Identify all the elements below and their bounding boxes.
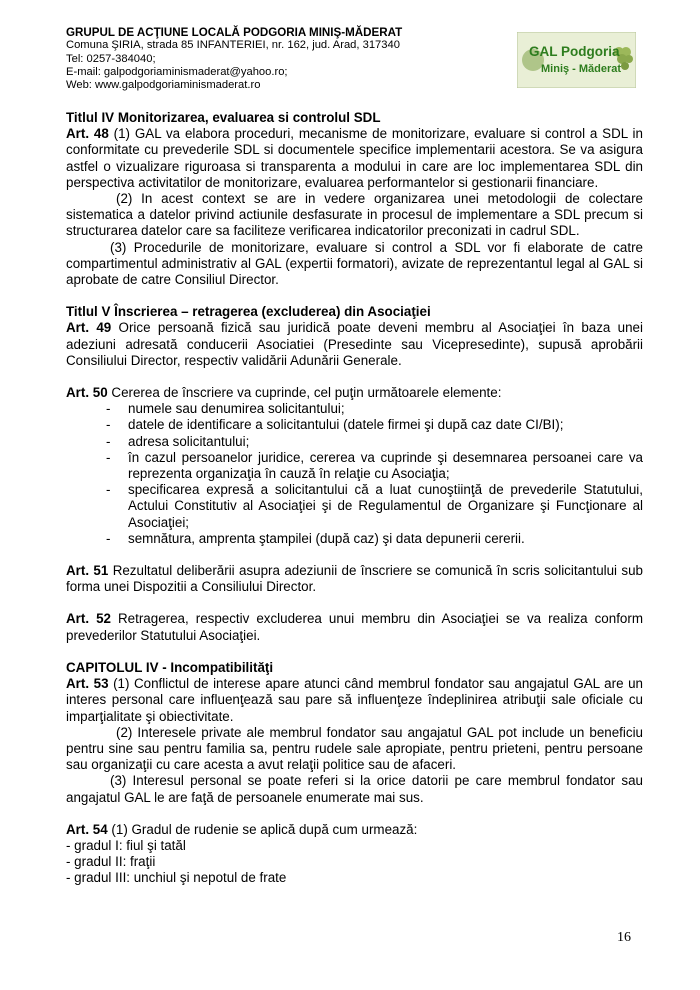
- art-49-text: Orice persoană fizică sau juridică poate deveni membru al Asociaţiei în baza unei adeziuni adresată conducerii Asociatiei (Presedinte sau Vicepresedinte), supusă aprobării Consiliului Director, respectiv validării Adunării Generale.: [66, 320, 643, 368]
- org-name: GRUPUL DE ACŢIUNE LOCALĂ PODGORIA MINIŞ-MĂDERAT: [66, 26, 403, 39]
- list-item: - în cazul persoanelor juridice, cererea va cuprinde şi desemnarea persoanei care va reprezenta organizaţia în cauză în relaţie cu Asociaţia;: [106, 450, 643, 482]
- art-48-p2: (2) In acest context se are in vedere organizarea unei metodologii de colectare sistematica a datelor privind actiunile desfasurate in procesul de implementare a SDL precum si structurarea datelor care sa faciliteze verificarea indicatorilor preconizati in cadrul SDL.: [66, 191, 643, 239]
- art-53-p1: [66, 676, 643, 725]
- art-48-p3: (3) Procedurile de monitorizare, evaluare si control a SDL vor fi elaborate de catre compartimentul administrativ al GAL (expertii formatori), avizate de reprezentantul legal al GAL si aprobate de catre Consiliul Director.: [66, 239, 643, 288]
- art-51: [66, 563, 643, 595]
- page-number: 16: [617, 930, 631, 945]
- list-item: - numele sau denumirea solicitantului;: [106, 401, 643, 417]
- org-address: Comuna ŞIRIA, strada 85 INFANTERIEI, nr. 162, jud. Arad, 317340: [66, 39, 400, 52]
- art-52-label: Art. 52: [66, 611, 111, 627]
- art-52-text: Retragerea, respectiv excluderea unui membru din Asociaţiei se va realiza conform prevederilor Statutului Asociaţiei.: [66, 611, 643, 643]
- art-50: [66, 385, 643, 401]
- art-54-line: - gradul III: unchiul şi nepotul de frate: [66, 870, 287, 886]
- art-50-text: Cererea de înscriere va cuprinde, cel puţin următoarele elemente:: [107, 385, 502, 401]
- list-item: - semnătura, amprenta ştampilei (după caz) şi data depunerii cererii.: [106, 531, 643, 547]
- art-48-label: Art. 48: [66, 126, 109, 142]
- list-item: - datele de identificare a solicitantului (datele firmei şi după caz date CI/BI);: [106, 417, 643, 433]
- chapter-title-iv: CAPITOLUL IV - Incompatibilităţi: [66, 659, 274, 675]
- org-website: Web: www.galpodgoriaminismaderat.ro: [66, 79, 261, 92]
- org-phone: Tel: 0257-384040;: [66, 52, 156, 65]
- art-53-label: Art. 53: [66, 676, 109, 692]
- section-title-iv: Titlul IV Monitorizarea, evaluarea si controlul SDL: [66, 110, 381, 125]
- art-50-list: [66, 401, 643, 547]
- org-email: E-mail: galpodgoriaminismaderat@yahoo.ro;: [66, 65, 288, 78]
- art-48-text: (1) GAL va elabora proceduri, mecanisme de monitorizare, evaluare si control a SDL in conformitate cu prevederile SDL si documentele specifice implementarii acestora. Se va asigura astfel o vizualizare riguroasa si transparenta a modului in care are loc implementarea SDL din perspectiva activitatilor de monitorizare, evaluarea performantelor si gestionarii financiare.: [66, 126, 643, 190]
- section-title-v: Titlul V Înscrierea – retragerea (excluderea) din Asociaţiei: [66, 304, 431, 320]
- art-49: [66, 320, 643, 369]
- art-50-label: Art. 50: [66, 385, 108, 401]
- art-54-label: Art. 54: [66, 821, 108, 837]
- art-54-line: - gradul I: fiul şi tatăl: [66, 837, 186, 853]
- document-body: [66, 110, 643, 887]
- art-54-text: (1) Gradul de rudenie se aplică după cum urmează:: [107, 821, 418, 837]
- art-52: [66, 611, 643, 643]
- art-49-label: Art. 49: [66, 320, 112, 336]
- list-item: - adresa solicitantului;: [106, 434, 643, 450]
- art-53-text: (1) Conflictul de interese apare atunci când membrul fondator sau angajatul GAL are un interes personal care influenţează sau pare să influenţeze îndeplinirea atribuţii sale oficiale cu imparţialitate şi obiectivitate.: [66, 676, 643, 724]
- logo-text-line2: Miniş - Măderat: [541, 63, 622, 75]
- art-53-p2: (2) Interesele private ale membrul fondator sau angajatul GAL pot include un beneficiu pentru sine sau pentru familia sa, pentru rudele sale apropiate, pentru prieteni, pentru persoane sau organizaţii cu care acesta a avut relaţii politice sau de afaceri.: [66, 724, 643, 773]
- art-54-line: - gradul II: fraţii: [66, 854, 156, 870]
- art-51-text: Rezultatul deliberării asupra adeziunii de înscriere se comunică în scris solicitantului sub forma unei Dispozitii a Consiliului Director.: [66, 563, 643, 595]
- art-48-p1: [66, 126, 643, 191]
- art-53-p3: (3) Interesul personal se poate referi si la orice datorii pe care membrul fondator sau angajatul GAL le are faţă de persoanele enumerate mai sus.: [66, 773, 643, 805]
- art-54: [66, 822, 643, 838]
- letterhead: [66, 26, 506, 92]
- list-item: - specificarea expresă a solicitantului că a luat cunoştiinţă de prevederile Statutului, Actului Constitutiv al Asociaţiei şi de Regulamentul de Organizare şi Funcţionare al Asociaţiei;: [106, 482, 643, 531]
- logo-text-line1: GAL Podgoria: [529, 44, 620, 59]
- gal-logo: [517, 32, 636, 88]
- art-51-label: Art. 51: [66, 563, 109, 579]
